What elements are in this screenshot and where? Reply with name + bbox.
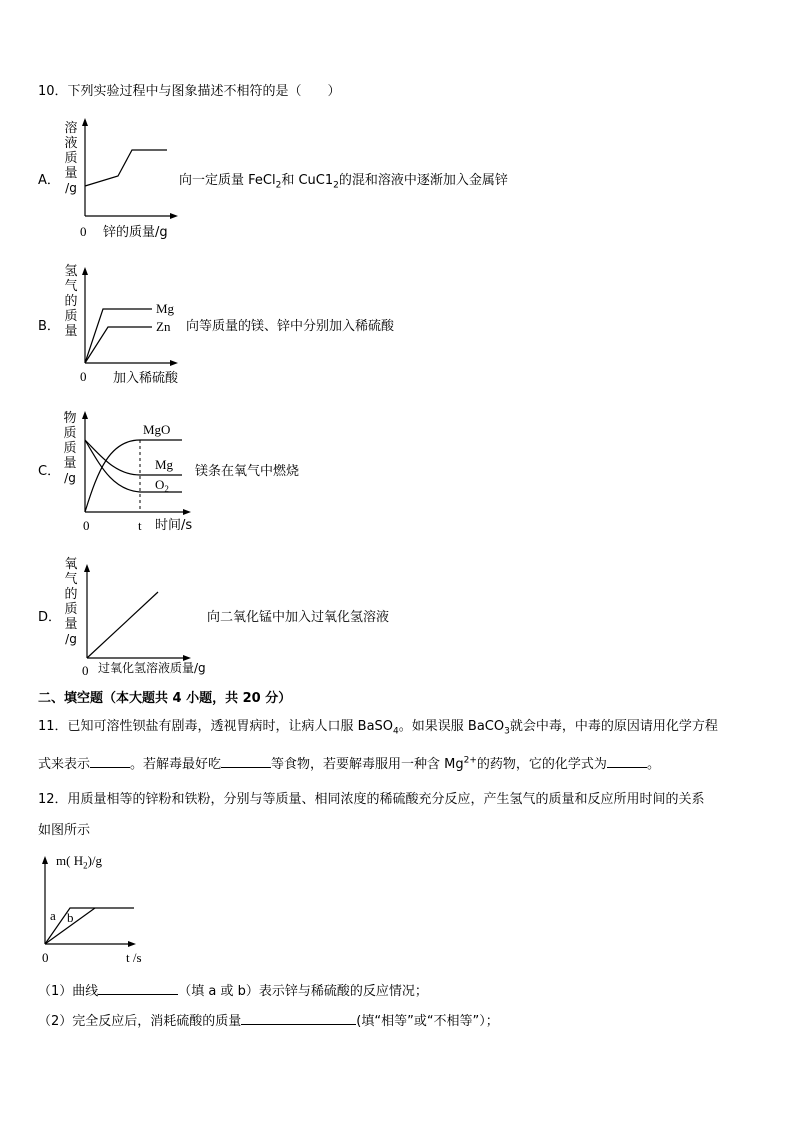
q12-graph-y-arrow <box>42 856 48 864</box>
graph-c-origin: 0 <box>83 518 90 533</box>
q12-graph-label-b: b <box>67 910 74 925</box>
graph-b-ylabel: 氢 气 的 质 量 <box>64 264 78 339</box>
option-a-letter: A． <box>38 173 60 188</box>
graph-d-xlabel: 过氧化氢溶液质量/g <box>98 661 206 675</box>
graph-c-label-mgo: MgO <box>143 422 171 437</box>
graph-b-origin: 0 <box>80 369 87 384</box>
q12-graph-xlabel: t /s <box>126 950 142 965</box>
q12-graph-x-arrow <box>128 941 136 947</box>
option-d-desc: 向二氧化锰中加入过氧化氢溶液 <box>207 610 390 625</box>
graph-c-label-mg: Mg <box>155 457 174 472</box>
q12-graph-origin: 0 <box>42 950 49 965</box>
q12-graph-ylabel: m( $H_2)/g$ <box>56 853 103 871</box>
graph-a-origin: 0 <box>80 224 87 239</box>
q12-blank-curve[interactable] <box>98 982 178 995</box>
graph-a-ylabel: 溶 液 质 量 /g <box>64 121 78 195</box>
graph-b-label-mg: Mg <box>156 301 175 316</box>
q12-sub1: （1）曲线 （填 a 或 b）表示锌与稀硫酸的反应情况； <box>38 984 428 999</box>
graph-a-xlabel: 锌的质量/g <box>103 225 168 240</box>
q11-line1: 11．已知可溶性钡盐有剧毒，透视胃病时，让病人口服 BaSO$_4$。如果误服 BaCO$_3$就会中毒，中毒的原因请用化学方程 <box>38 719 718 737</box>
q11-line2: 式来表示 。若解毒最好吃 等食物，若要解毒服用一种含 $Mg^{2+}$的药物，它的化学式为 。 <box>38 755 660 772</box>
option-d-letter: D． <box>38 610 62 625</box>
option-c-desc: 镁条在氧气中燃烧 <box>195 464 300 479</box>
q12-graph-label-a: a <box>50 908 56 923</box>
q12-line2: 如图所示 <box>38 823 91 838</box>
option-b-letter: B． <box>38 319 60 334</box>
graph-d-ylabel: 氧 气 的 质 量 /g <box>64 557 78 646</box>
graph-c-t-label: t <box>138 518 142 533</box>
q12-sub2: （2）完全反应后，消耗硫酸的质量 (填“相等”或“不相等”）； <box>38 1014 499 1029</box>
graph-b-xlabel: 加入稀硫酸 <box>113 371 179 386</box>
graph-c-ylabel: 物 质 质 量 /g <box>63 411 77 485</box>
option-b-desc: 向等质量的镁、锌中分别加入稀硫酸 <box>186 319 395 334</box>
graph-b-label-zn: Zn <box>156 319 171 334</box>
graph-d-origin: 0 <box>82 663 89 678</box>
q12-graph-curve-a <box>45 908 134 944</box>
q10-stem: 10．下列实验过程中与图象描述不相符的是（ ） <box>38 84 341 99</box>
option-a-desc: 向一定质量 FeCl$_2$和 $CuC1_2$的混和溶液中逐渐加入金属锌 <box>179 173 508 191</box>
option-c-letter: C． <box>38 464 61 479</box>
q12-line1: 12．用质量相等的锌粉和铁粉，分别与等质量、相同浓度的稀硫酸充分反应，产生氢气的质量和反应所用时间的关系 <box>38 792 705 807</box>
q12-blank-acid-mass[interactable] <box>241 1012 356 1025</box>
section-heading: 二、填空题（本大题共 4 小题，共 20 分） <box>38 691 292 706</box>
graph-c-xlabel: 时间/s <box>155 518 193 533</box>
graph-c-label-o2: $O_2$ <box>155 477 169 494</box>
